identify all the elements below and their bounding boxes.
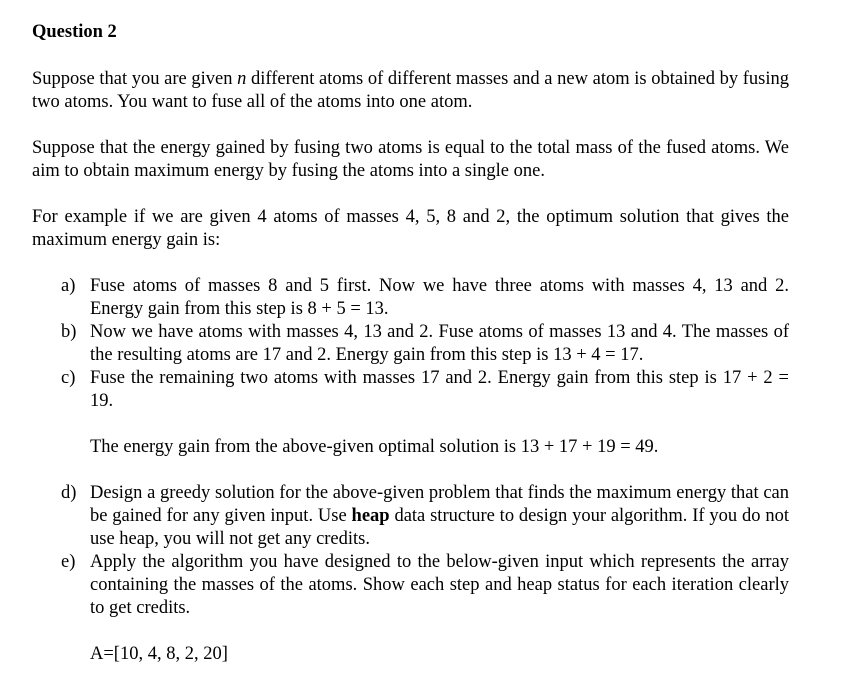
heap-keyword: heap <box>351 506 390 526</box>
question-title: Question 2 <box>32 22 117 42</box>
list-item <box>32 482 789 551</box>
list-marker: e) <box>61 552 76 572</box>
question-document <box>32 18 789 689</box>
array-input: A=[10, 4, 8, 2, 20] <box>90 644 228 664</box>
task-d-text-end: data structure to design your algorithm. If you do not use heap, you will not get any credits. <box>90 506 789 549</box>
list-item <box>32 551 789 620</box>
list-item <box>32 367 789 413</box>
list-marker: d) <box>61 483 77 503</box>
variable-n: n <box>237 69 247 89</box>
energy-paragraph: Suppose that the energy gained by fusing two atoms is equal to the total mass of the fused atoms. We aim to obtain maximum energy by fusing the atoms into a single one. <box>32 138 789 181</box>
task-d-text-start: Design a greedy solution for the above-given problem that finds the maximum energy that can be gained for any given input. Use <box>90 483 789 526</box>
intro-text-start: Suppose that you are given <box>32 69 238 89</box>
task-list <box>32 482 789 620</box>
list-marker: a) <box>61 276 76 296</box>
step-text: Fuse the remaining two atoms with masses 17 and 2. Energy gain from this step is 17 + 2 = 19. <box>90 368 789 411</box>
list-marker: c) <box>61 368 76 388</box>
example-steps-list <box>32 275 789 413</box>
list-item <box>32 321 789 367</box>
example-paragraph: For example if we are given 4 atoms of masses 4, 5, 8 and 2, the optimum solution that gives the maximum energy gain is: <box>32 207 789 250</box>
list-marker: b) <box>61 322 77 342</box>
summary-line: The energy gain from the above-given optimal solution is 13 + 17 + 19 = 49. <box>90 437 659 457</box>
list-item <box>32 275 789 321</box>
step-text: Fuse atoms of masses 8 and 5 first. Now we have three atoms with masses 4, 13 and 2. Energy gain from this step is 8 + 5 = 13. <box>90 276 789 319</box>
step-text: Now we have atoms with masses 4, 13 and 2. Fuse atoms of masses 13 and 4. The masses of the resulting atoms are 17 and 2. Energy gain from this step is 13 + 4 = 17. <box>90 322 789 365</box>
intro-text-end: different atoms of different masses and a new atom is obtained by fusing two atoms. You want to fuse all of the atoms into one atom. <box>32 69 789 112</box>
task-e-text: Apply the algorithm you have designed to the below-given input which represents the array containing the masses of the atoms. Show each step and heap status for each iteration clearly to get credits. <box>90 552 789 618</box>
intro-paragraph <box>32 68 789 114</box>
